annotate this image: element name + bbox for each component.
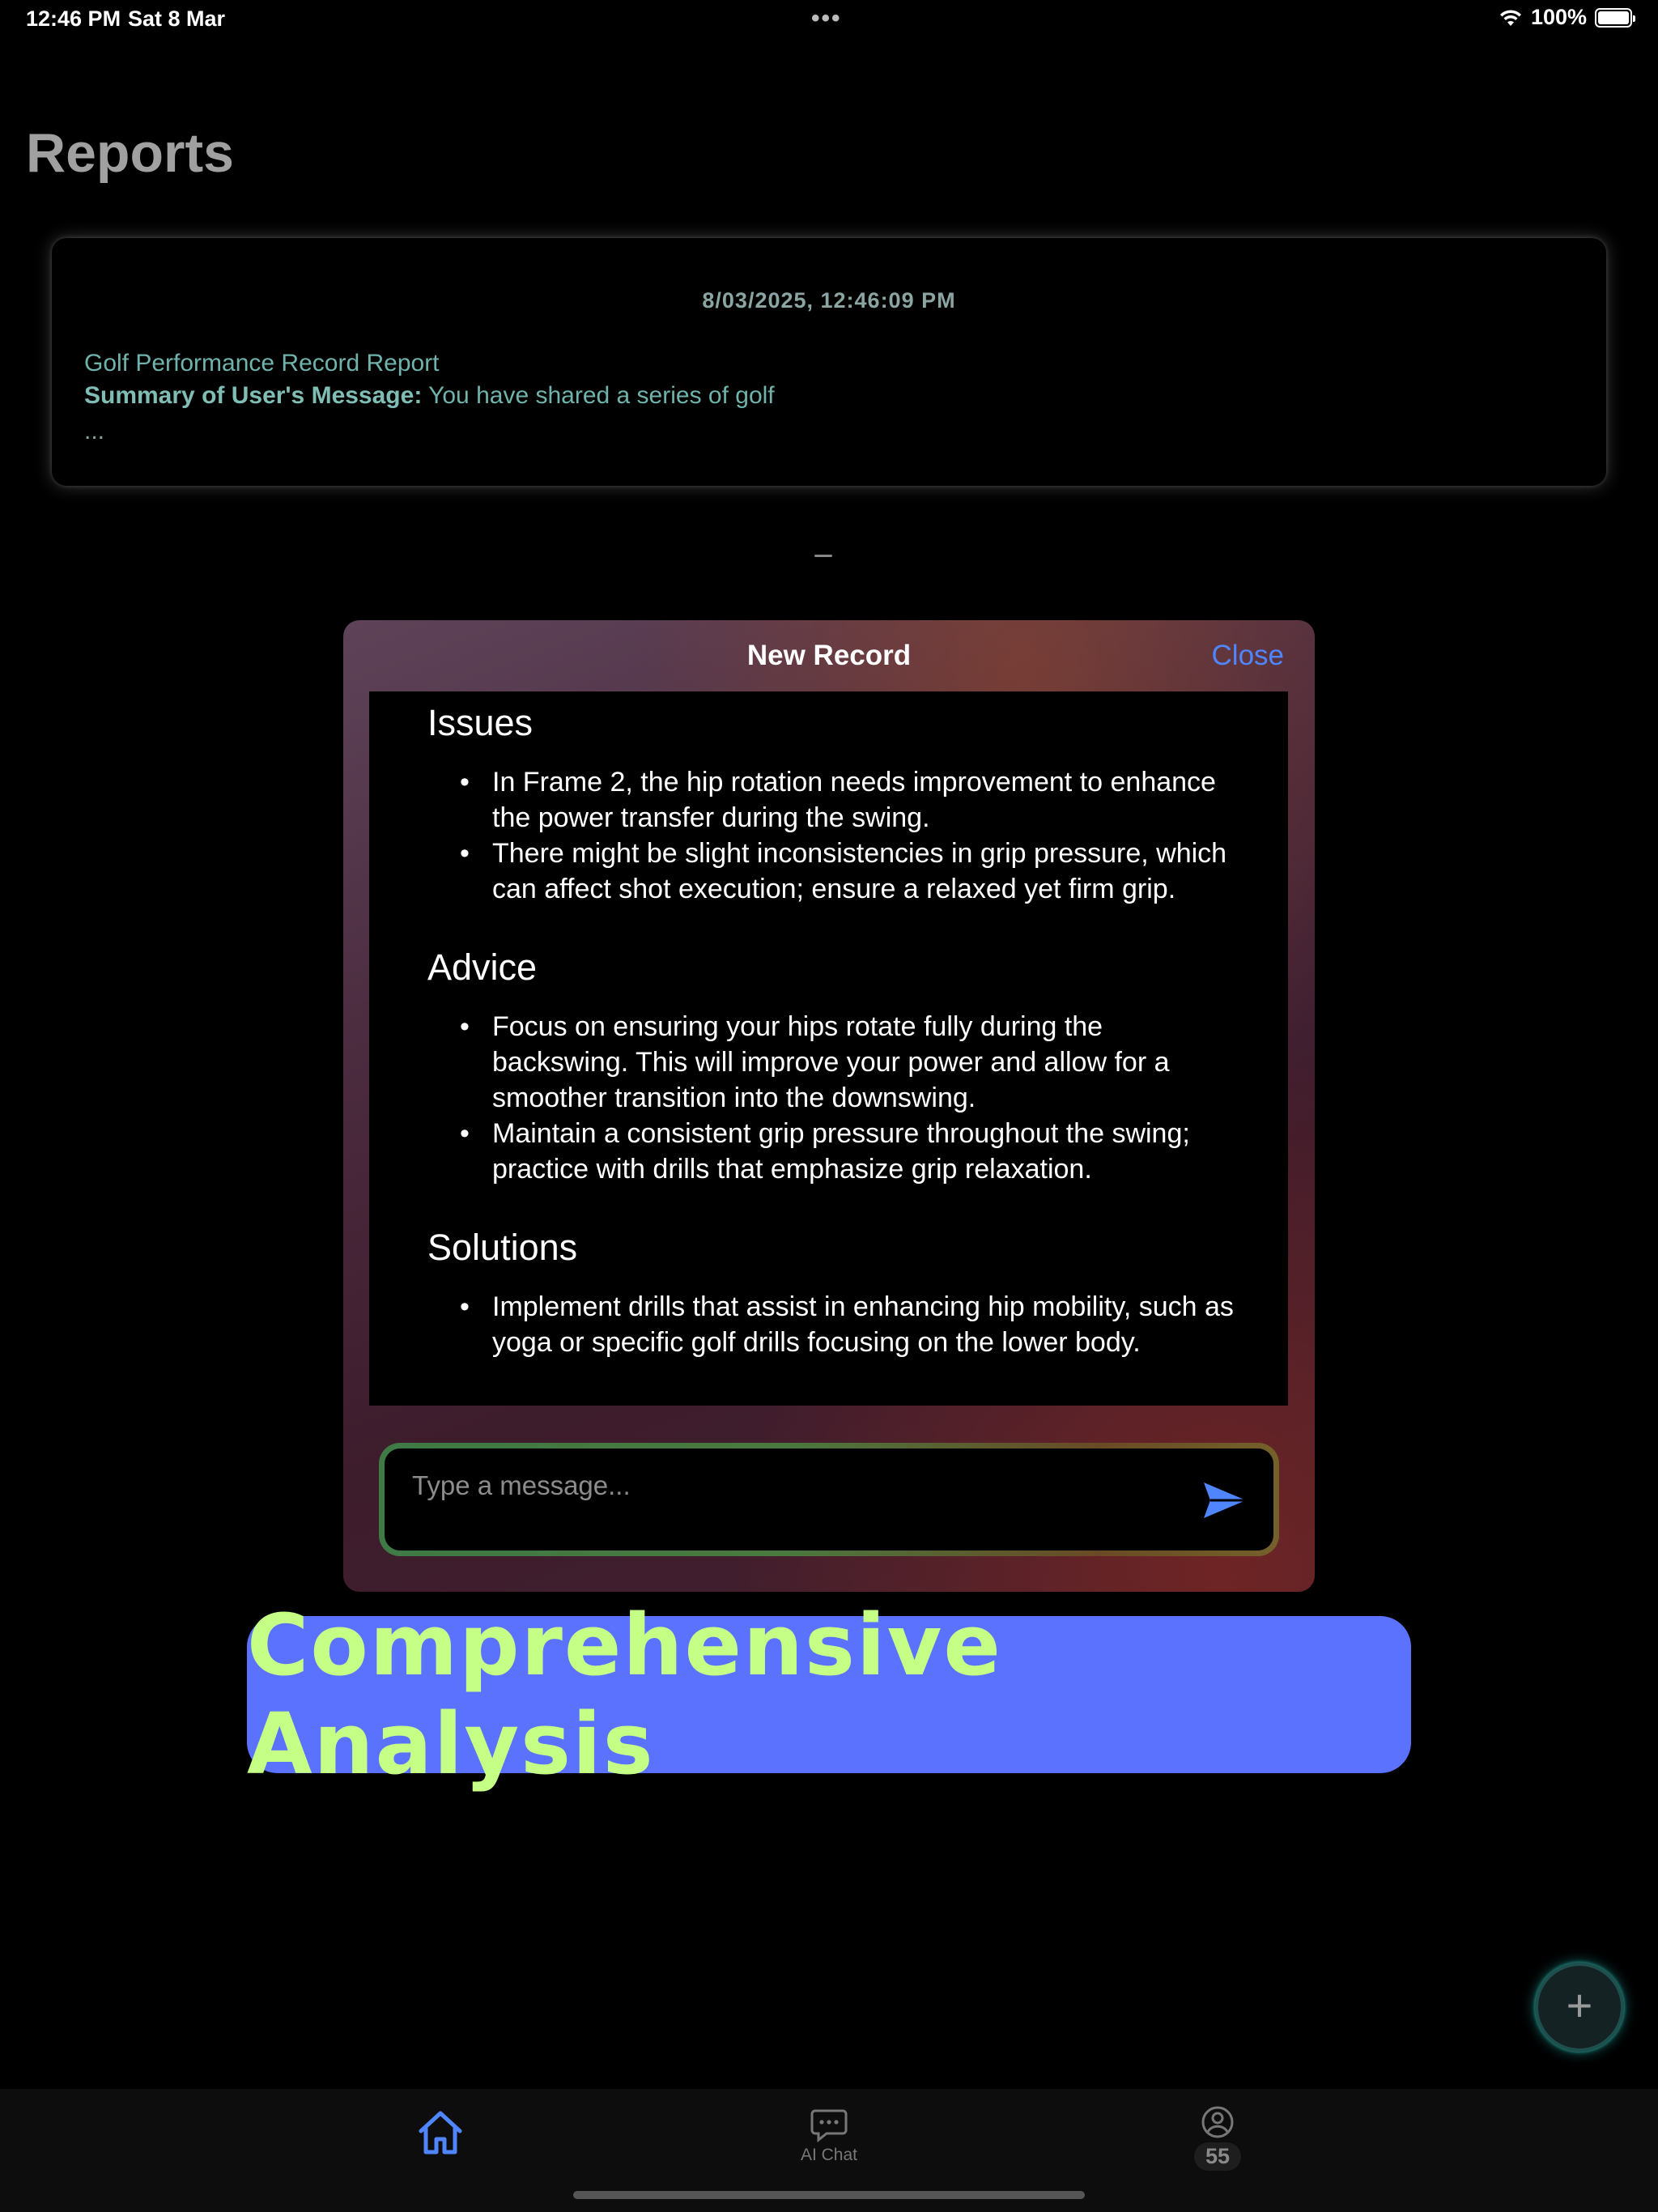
list-item: • Focus on ensuring your hips rotate fully during the backswing. This will improve your power and allow for a smoother transition into the downswing. <box>427 1009 1243 1116</box>
home-indicator <box>573 2191 1085 2199</box>
report-summary <box>84 382 775 410</box>
bullet-list <box>427 764 1243 907</box>
status-time: 12:46 PM <box>26 6 121 31</box>
bullet-list <box>427 1009 1243 1187</box>
message-input[interactable] <box>410 1470 1142 1502</box>
list-item: • Implement drills that assist in enhancing hip mobility, such as yoga or specific golf drills focusing on the lower body. <box>427 1289 1243 1360</box>
tab-ai-chat-label: AI Chat <box>800 2146 858 2164</box>
list-item: • In Frame 2, the hip rotation needs improvement to enhance the power transfer during the swing. <box>427 764 1243 836</box>
record-sections <box>369 691 1288 1360</box>
close-button[interactable]: Close <box>1211 640 1284 671</box>
report-summary-label: Summary of User's Message: <box>84 382 423 409</box>
chat-bubble-icon <box>810 2108 848 2142</box>
sheet-drag-handle[interactable] <box>814 555 832 557</box>
profile-count-badge: 55 <box>1194 2142 1241 2171</box>
status-bar <box>0 0 1658 39</box>
status-indicators <box>1499 5 1632 30</box>
battery-icon <box>1595 8 1632 28</box>
report-date: 8/03/2025, 12:46:09 PM <box>702 288 956 313</box>
message-input-container <box>379 1443 1279 1556</box>
list-item: • There might be slight inconsistencies in grip pressure, which can affect shot execution; ensure a relaxed yet firm grip. <box>427 836 1243 907</box>
profile-icon <box>1201 2105 1235 2139</box>
report-summary-text: You have shared a series of golf <box>428 382 775 409</box>
modal-header <box>343 620 1315 691</box>
page-title: Reports <box>26 122 234 184</box>
tab-home[interactable] <box>359 2089 521 2194</box>
section-heading: Solutions <box>427 1227 578 1268</box>
record-content-scroll[interactable] <box>369 691 1288 1406</box>
report-ellipsis: ... <box>84 418 105 445</box>
plus-icon: + <box>1566 1980 1593 2031</box>
wifi-icon <box>1499 8 1523 28</box>
new-record-modal <box>343 620 1315 1592</box>
add-record-button[interactable] <box>1535 1963 1624 2052</box>
banner-text: Comprehensive Analysis <box>247 1596 1002 1793</box>
status-date: Sat 8 Mar <box>128 6 226 31</box>
tab-profile[interactable] <box>1137 2089 1299 2194</box>
send-icon[interactable] <box>1201 1479 1249 1521</box>
comprehensive-analysis-banner <box>247 1596 1411 1793</box>
section-heading: Advice <box>427 946 538 988</box>
modal-title: New Record <box>746 640 912 671</box>
list-item: • Maintain a consistent grip pressure throughout the swing; practice with drills that emphasize grip relaxation. <box>427 1116 1243 1187</box>
home-icon <box>416 2108 465 2155</box>
section-heading: Issues <box>427 702 534 743</box>
battery-percentage: 100% <box>1530 5 1587 29</box>
report-card[interactable] <box>52 238 1606 486</box>
multitasking-dots-icon[interactable]: ••• <box>811 5 842 32</box>
tab-ai-chat[interactable] <box>748 2089 910 2194</box>
report-title: Golf Performance Record Report <box>84 350 440 376</box>
bullet-list <box>427 1289 1243 1360</box>
